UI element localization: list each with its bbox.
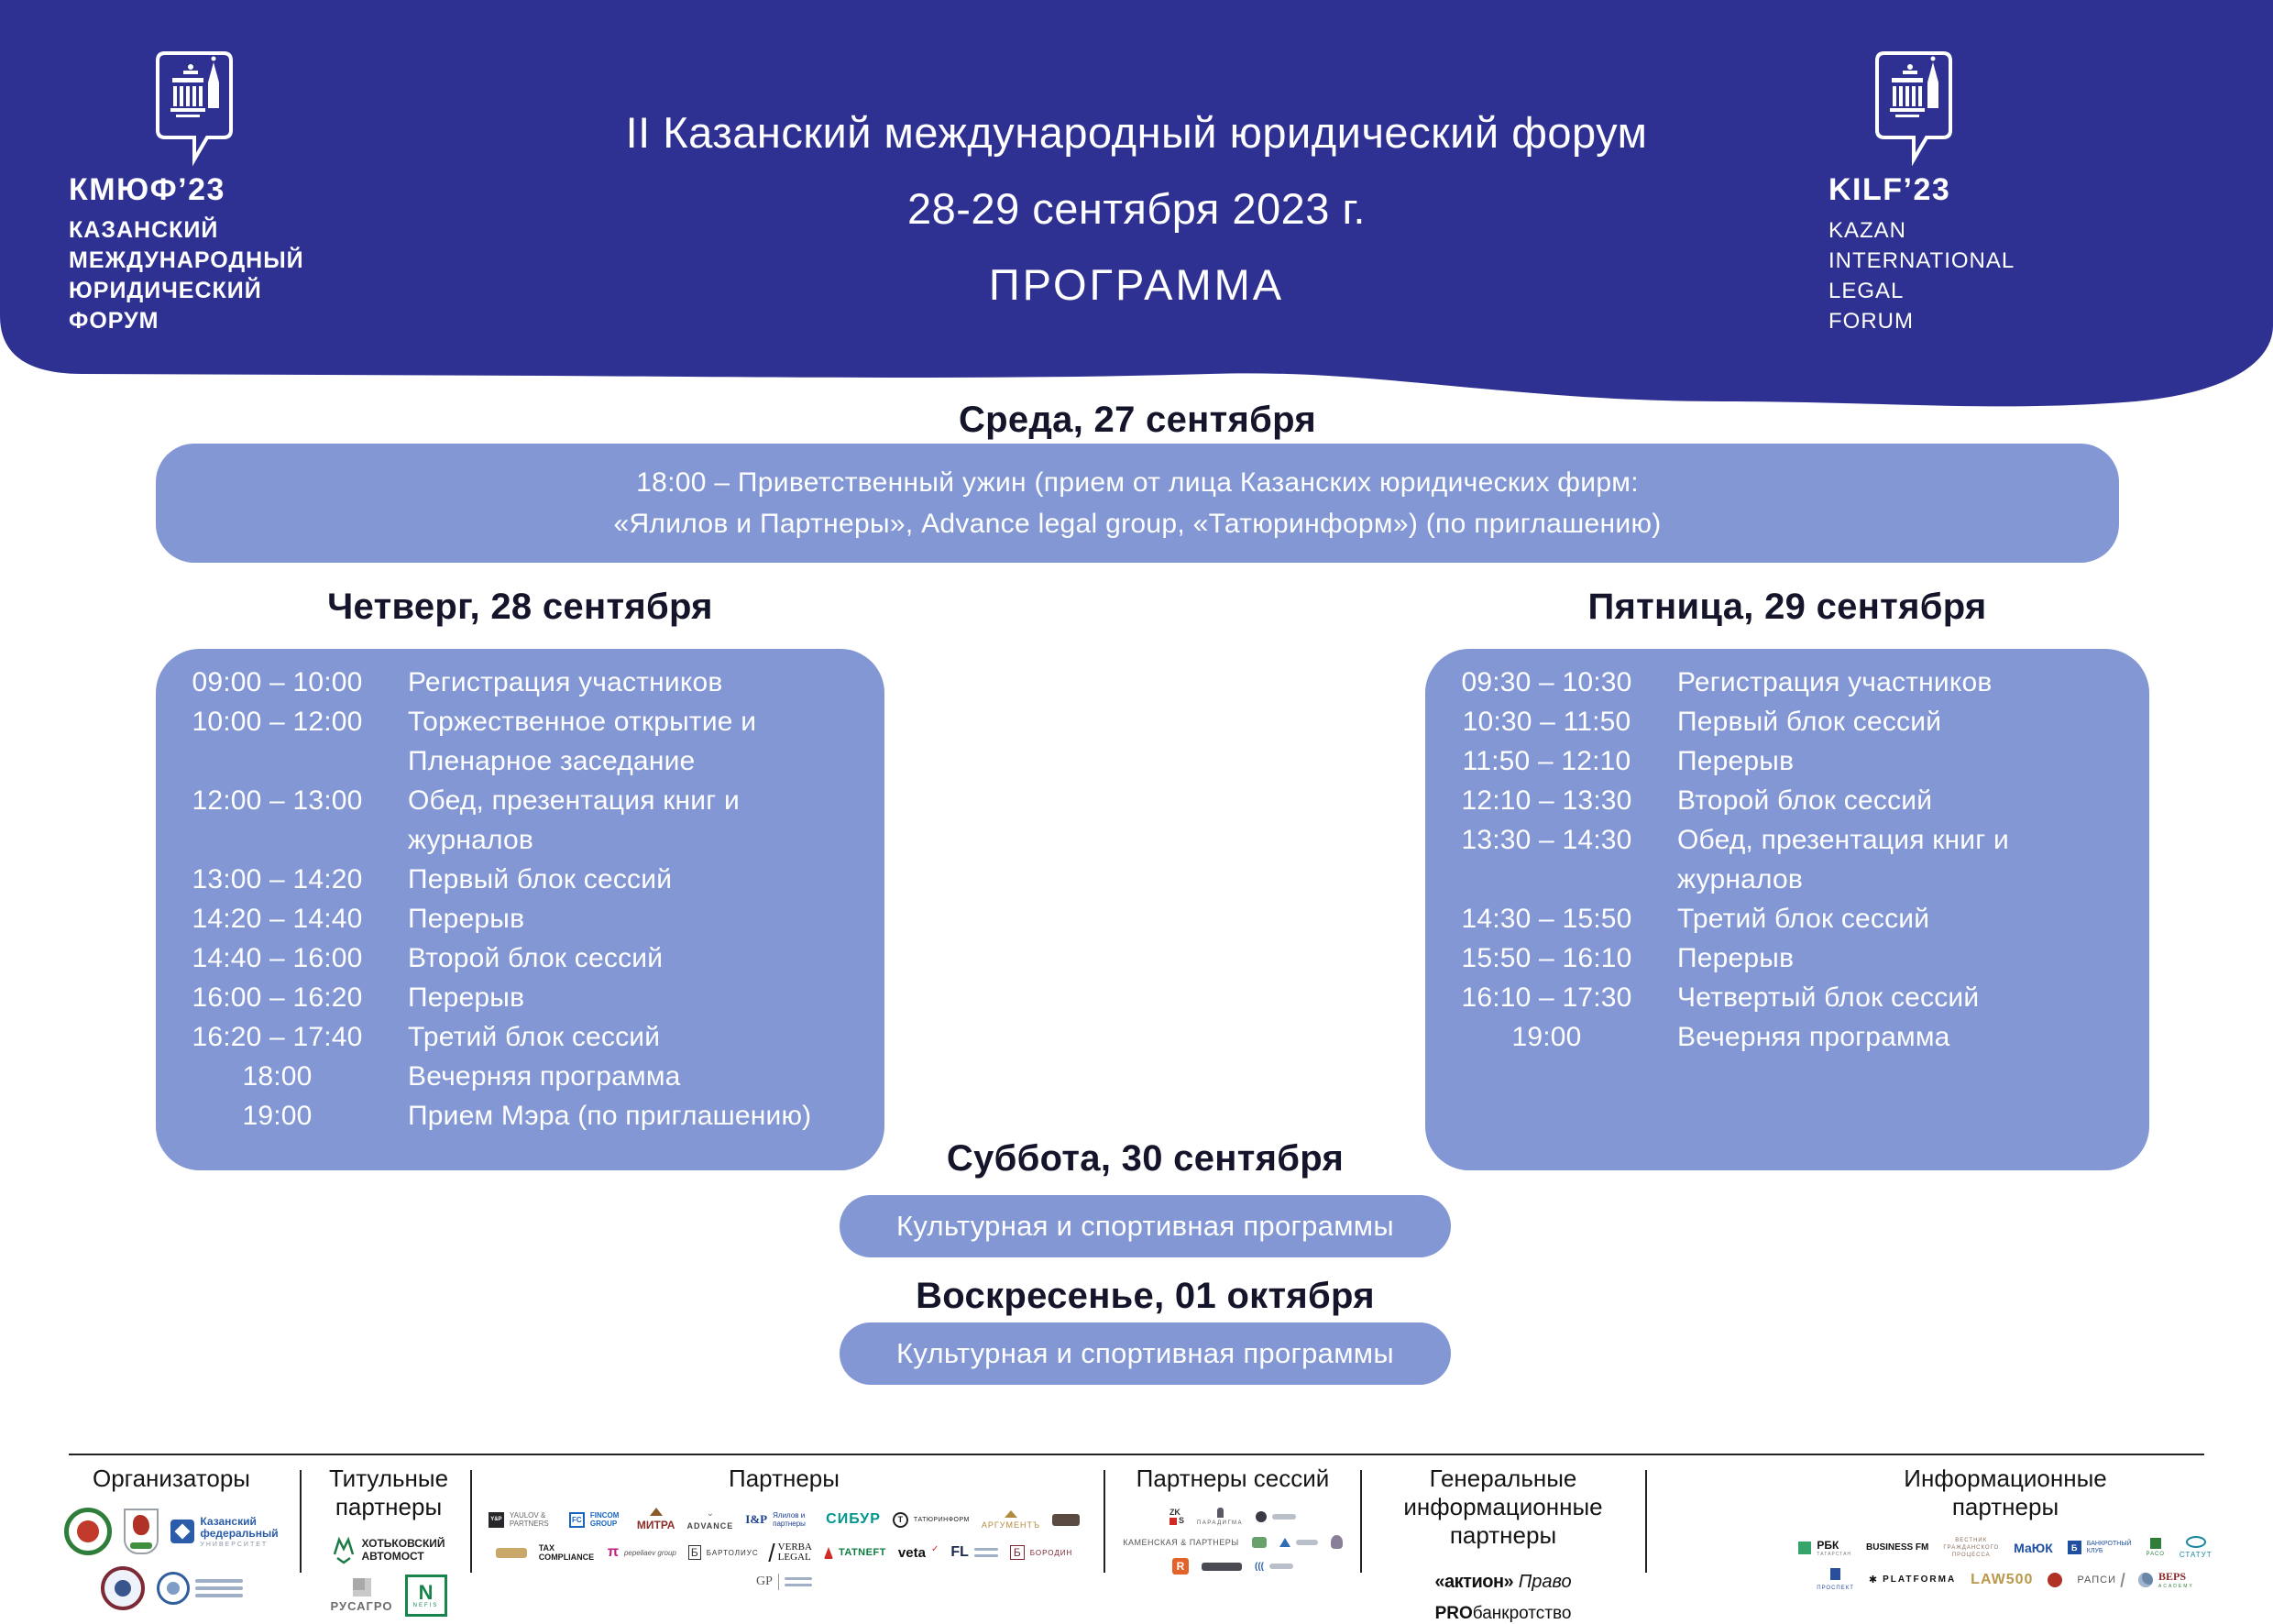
tatarstan-emblem-icon	[64, 1508, 112, 1555]
logo-text: РАСО	[2146, 1552, 2165, 1557]
logo-khotkovsky-avtomost	[332, 1536, 445, 1564]
schedule-event: Перерыв	[1677, 746, 1795, 776]
schedule-event: Прием Мэра (по приглашению)	[408, 1101, 812, 1131]
rusagro-icon	[353, 1578, 371, 1597]
logo-text: ГРАЖДАНСКОГО	[1943, 1544, 2000, 1551]
schedule-row	[1448, 702, 2149, 741]
kilf-line: LEGAL	[1828, 279, 1905, 303]
logo-nefis	[405, 1575, 447, 1617]
partner-logo	[496, 1548, 527, 1558]
logo-law500: LAW500	[1971, 1571, 2034, 1587]
schedule-event: Третий блок сессий	[408, 1022, 661, 1052]
schedule-row	[179, 938, 884, 978]
logo-text: veta	[897, 1544, 926, 1561]
feather-icon	[2120, 1572, 2125, 1586]
footer-section-general-info-partners	[1366, 1465, 1641, 1624]
logo-veta	[898, 1545, 939, 1561]
round-emblem-icon	[157, 1572, 190, 1605]
logo-mark: «актион»	[1434, 1572, 1514, 1592]
logo-text: Ялилов и партнеры	[773, 1511, 806, 1528]
divider	[778, 1574, 779, 1590]
wednesday-note-line2: «Ялилов и Партнеры», Advance legal group, «Татюринформ») (по приглашению)	[613, 509, 1662, 539]
logo-text: S	[1178, 1516, 1184, 1525]
saturday-heading: Суббота, 30 сентября	[946, 1138, 1345, 1179]
schedule-row	[179, 1096, 884, 1136]
logo-statut	[2180, 1536, 2213, 1559]
schedule-time: 19:00	[1511, 1022, 1582, 1052]
friday-schedule-panel	[1425, 649, 2149, 1170]
logo-text: PLATFORMA	[1883, 1575, 1957, 1585]
logo-text: NEFIS	[412, 1603, 439, 1608]
section-title: Титульные партнеры	[328, 1465, 449, 1520]
section-title: Партнеры сессий	[1136, 1465, 1330, 1492]
schedule-event: Регистрация участников	[408, 667, 723, 697]
logo-text: ACADEMY	[2158, 1584, 2194, 1589]
logo-text: ПРОЦЕССА	[1951, 1552, 1991, 1558]
logo-advance	[686, 1509, 733, 1531]
logo-raso	[2147, 1538, 2165, 1557]
thursday-heading: Четверг, 28 сентября	[327, 587, 713, 627]
schedule-row	[179, 702, 884, 781]
section-title: Партнеры	[729, 1465, 840, 1492]
forum-dates: 28-29 сентября 2023 г.	[907, 184, 1366, 233]
kmyuf-line: ФОРУМ	[69, 308, 159, 334]
red-square-icon	[1169, 1518, 1177, 1525]
logo-text: АВТОМОСТ	[361, 1550, 424, 1563]
logo-mark: Y&P	[489, 1512, 504, 1528]
footer-divider-line	[69, 1454, 2204, 1455]
logo-tax-compliance	[539, 1543, 596, 1562]
schedule-row	[179, 978, 884, 1017]
schedule-time: 09:30 – 10:30	[1461, 667, 1632, 697]
logo-platforma	[1869, 1574, 1956, 1586]
statut-icon	[2186, 1536, 2206, 1548]
schedule-event: Вечерняя программа	[1677, 1022, 1950, 1052]
schedule-time: 15:50 – 16:10	[1461, 943, 1632, 973]
wednesday-heading: Среда, 27 сентября	[959, 400, 1316, 440]
schedule-time: 13:00 – 14:20	[192, 864, 363, 894]
logo-text: ВЕСТНИК	[1955, 1537, 1988, 1543]
law-association-emblem	[157, 1572, 243, 1605]
logo-mark: N	[418, 1581, 434, 1604]
kilf-line: INTERNATIONAL	[1828, 248, 2015, 273]
logo-mark: ✱	[1868, 1575, 1878, 1586]
logo-borodin	[1010, 1545, 1072, 1560]
schedule-event: Обед, презентация книг и журналов	[1677, 825, 2009, 894]
logo-rbc-tatarstan	[1798, 1539, 1851, 1557]
session-partner-logo	[1252, 1537, 1267, 1548]
session-partner-logo	[1279, 1538, 1318, 1547]
forum-title: II Казанский международный юридический форум	[625, 108, 1648, 157]
section-title: Информационные	[1904, 1465, 2107, 1492]
schedule-event: Второй блок сессий	[408, 943, 664, 973]
logo-mark: Б	[2068, 1541, 2081, 1554]
logo-sibur	[826, 1511, 881, 1528]
schedule-time: 16:00 – 16:20	[192, 982, 363, 1013]
logo-mitra	[637, 1508, 675, 1531]
kfu-text: Казанский	[200, 1514, 257, 1528]
logo-yalilov-partners	[745, 1511, 814, 1528]
logo-zks	[1169, 1509, 1184, 1525]
logo-mark: PRO	[1434, 1604, 1473, 1623]
logo-caption	[1296, 1540, 1318, 1545]
footer-vertical-divider	[1645, 1470, 1647, 1573]
logo-text: YAULOV & PARTNERS	[509, 1511, 549, 1528]
logo-mark: Б	[1010, 1545, 1025, 1560]
kilf-acronym: KILF’23	[1828, 172, 1951, 207]
program-label: ПРОГРАММА	[988, 260, 1285, 309]
kazan-city-emblem-icon	[124, 1509, 159, 1554]
schedule-time: 10:00 – 12:00	[192, 707, 363, 737]
friday-heading: Пятница, 29 сентября	[1587, 587, 1987, 627]
sunday-program-pill: Культурная и спортивная программы	[840, 1322, 1451, 1385]
schedule-row	[1448, 663, 2149, 702]
logo-paradigma	[1197, 1508, 1243, 1526]
schedule-row	[1448, 781, 2149, 820]
rbc-icon	[1798, 1542, 1811, 1554]
logo-text: LEGAL	[777, 1552, 811, 1563]
logo-text: КЛУБ	[2086, 1547, 2103, 1554]
page-title	[0, 94, 2273, 323]
schedule-time: 19:00	[242, 1101, 313, 1131]
schedule-event: Перерыв	[408, 904, 525, 934]
section-title: партнеры	[1449, 1521, 1557, 1549]
wednesday-note-line1: 18:00 – Приветственный ужин (прием от лица Казанских юридических фирм:	[636, 467, 1639, 498]
schedule-row	[179, 860, 884, 899]
logo-mark	[650, 1508, 663, 1516]
logo-bankrotny-club	[2068, 1541, 2132, 1555]
kfu-text: федеральный	[200, 1526, 279, 1540]
logo-kamenskaya-partners: КАМЕНСКАЯ & ПАРТНЕРЫ	[1123, 1537, 1239, 1547]
schedule-time: 18:00	[242, 1061, 313, 1092]
logo-gp	[756, 1574, 812, 1590]
logo-mark: T	[893, 1512, 908, 1528]
schedule-time: 09:00 – 10:00	[192, 667, 363, 697]
schedule-event: Третий блок сессий	[1677, 904, 1930, 934]
logo-text: банкротство	[1472, 1604, 1572, 1623]
logo-mark: Б	[688, 1545, 701, 1560]
wednesday-note-panel	[156, 444, 2119, 563]
university-emblem-icon	[101, 1566, 145, 1610]
session-partner-logo	[1255, 1562, 1293, 1572]
footer-vertical-divider	[470, 1470, 472, 1573]
info-partner-logo	[2048, 1573, 2062, 1587]
logo-text: Право	[1518, 1572, 1572, 1592]
logo-yaulov-partners	[489, 1511, 557, 1528]
logo-text: VERBA	[777, 1542, 812, 1553]
logo-text: FL	[950, 1544, 969, 1560]
logo-text: ХОТЬКОВСКИЙ	[361, 1537, 445, 1550]
footer-vertical-divider	[300, 1470, 302, 1573]
logo-mark: FC	[569, 1512, 585, 1528]
raso-icon	[2150, 1538, 2161, 1549]
logo-text: РБК	[1817, 1538, 1839, 1552]
logo-verba-legal	[771, 1542, 812, 1563]
logo-mark	[768, 1543, 774, 1562]
logo-mark: π	[607, 1544, 619, 1560]
schedule-time: 10:30 – 11:50	[1462, 707, 1631, 737]
schedule-time: 14:40 – 16:00	[192, 943, 363, 973]
schedule-event: Обед, презентация книг и журналов	[408, 785, 740, 855]
schedule-row	[179, 663, 884, 702]
schedule-event: Торжественное открытие и Пленарное заседание	[408, 707, 757, 776]
emblem-caption-lines	[195, 1579, 243, 1597]
logo-pepeliaev-group	[608, 1544, 676, 1561]
logo-bartolius	[688, 1545, 759, 1560]
schedule-row	[1448, 978, 2149, 1017]
schedule-row	[179, 1017, 884, 1057]
schedule-row	[179, 1057, 884, 1096]
kfu-text: УНИВЕРСИТЕТ	[200, 1541, 269, 1548]
sunday-heading: Воскресенье, 01 октября	[916, 1276, 1375, 1316]
session-partner-logo	[1202, 1563, 1242, 1571]
schedule-time: 12:00 – 13:00	[192, 785, 363, 816]
logo-text: TATNEFT	[838, 1547, 886, 1558]
footer-section-partners	[479, 1465, 1089, 1590]
saturday-program-pill: Культурная и спортивная программы	[840, 1195, 1451, 1257]
schedule-row	[1448, 820, 2149, 899]
logo-text: TAX COMPLIANCE	[538, 1543, 595, 1562]
schedule-event: Перерыв	[1677, 943, 1795, 973]
schedule-time: 16:10 – 17:30	[1461, 982, 1632, 1013]
check-icon: ✓	[930, 1543, 939, 1554]
logo-text: БАРТОЛИУС	[706, 1548, 759, 1557]
logo-argument	[982, 1510, 1040, 1530]
logo-caption	[1269, 1564, 1293, 1569]
logo-text: ТАТЮРИНФОРМ	[913, 1516, 970, 1523]
logo-text: БАНКРОТНЫЙ	[2086, 1540, 2132, 1547]
logo-fl	[950, 1544, 998, 1561]
logo-business-fm: BUSINESS FM	[1866, 1542, 1929, 1553]
logo-text: СТАТУТ	[2179, 1551, 2213, 1559]
logo-text: pepeliaev group	[623, 1548, 676, 1557]
logo-prospekt	[1817, 1568, 1854, 1591]
schedule-row	[1448, 938, 2149, 978]
globe-icon	[2138, 1573, 2153, 1587]
schedule-row	[1448, 1017, 2149, 1057]
thursday-schedule-panel	[156, 649, 884, 1170]
logo-text: GP	[756, 1575, 773, 1588]
logo-mark	[1005, 1510, 1017, 1518]
logo-tatneft	[824, 1547, 886, 1559]
kilf-line: KAZAN	[1828, 218, 1907, 243]
schedule-time: 13:30 – 14:30	[1461, 825, 1632, 855]
schedule-time: 14:30 – 15:50	[1461, 904, 1632, 934]
logo-rapsi	[2077, 1573, 2124, 1587]
section-title: Генеральные информационные	[1403, 1465, 1603, 1520]
schedule-row	[1448, 741, 2149, 781]
footer-section-organizers	[44, 1465, 299, 1610]
logo-text: FINCOM GROUP	[589, 1511, 620, 1528]
kmyuf-line: ЮРИДИЧЕСКИЙ	[69, 278, 262, 303]
schedule-event: Четвертый блок сессий	[1677, 982, 1980, 1013]
partner-logo	[1052, 1514, 1080, 1526]
logo-vestnik	[1943, 1537, 1999, 1559]
kfu-eagle-icon	[170, 1520, 194, 1543]
logo-text: РУСАГРО	[330, 1599, 393, 1613]
kmyuf-line: МЕЖДУНАРОДНЫЙ	[69, 247, 304, 273]
logo-text: ПРОСПЕКТ	[1817, 1586, 1854, 1591]
logo-aktion-pravo	[1434, 1572, 1571, 1593]
logo-mayuk: МаЮК	[2014, 1540, 2053, 1555]
logo-mark: I&P	[745, 1512, 768, 1526]
schedule-row	[1448, 899, 2149, 938]
logo-text: ТАТАРСТАН	[1817, 1551, 1852, 1557]
round-logo-icon	[1256, 1511, 1267, 1522]
schedule-event: Регистрация участников	[1677, 667, 1993, 697]
schedule-event: Первый блок сессий	[1677, 707, 1942, 737]
schedule-event: Вечерняя программа	[408, 1061, 681, 1092]
logo-text: МИТРА	[636, 1519, 675, 1531]
logo-tatyurinform	[893, 1512, 970, 1528]
triangle-logo-icon	[1279, 1538, 1290, 1547]
session-partner-logo	[1256, 1511, 1296, 1522]
logo-text: BEPS	[2158, 1570, 2187, 1583]
logo-text: БОРОДИН	[1029, 1548, 1073, 1557]
logo-text: СИБУР	[826, 1511, 881, 1527]
logo-fincom-group	[569, 1511, 625, 1528]
logo-text: ZK	[1169, 1508, 1180, 1517]
session-partner-logo	[1331, 1535, 1343, 1549]
logo-mark: (((	[1255, 1561, 1264, 1572]
kmyuf-acronym: КМЮФ’23	[69, 172, 225, 207]
logo-mark	[1217, 1508, 1224, 1518]
logo-text: АРГУМЕНТЪ	[981, 1520, 1041, 1530]
bridge-icon	[332, 1536, 356, 1564]
logo-rusagro	[330, 1578, 392, 1613]
logo-caption	[1272, 1514, 1296, 1520]
kilf-line: FORUM	[1828, 309, 1914, 334]
logo-beps-academy	[2138, 1570, 2194, 1589]
schedule-time: 14:20 – 14:40	[192, 904, 363, 934]
footer-section-titular-partners	[309, 1465, 468, 1617]
logo-text: ПАРАДИГМА	[1196, 1520, 1244, 1526]
schedule-row	[179, 899, 884, 938]
flame-icon	[824, 1547, 833, 1559]
footer-vertical-divider	[1360, 1470, 1362, 1573]
schedule-time: 11:50 – 12:10	[1462, 746, 1631, 776]
section-title: партнеры	[1951, 1493, 2059, 1520]
footer-section-info-partners	[1798, 1465, 2213, 1591]
footer-section-session-partners	[1113, 1465, 1353, 1575]
schedule-event: Перерыв	[408, 982, 525, 1013]
kmyuf-line: КАЗАНСКИЙ	[69, 217, 219, 243]
logo-r-mark: R	[1172, 1558, 1189, 1575]
schedule-time: 12:10 – 13:30	[1461, 785, 1632, 816]
logo-probankrotstvo	[1435, 1604, 1572, 1624]
tower-icon	[1830, 1568, 1840, 1583]
kfu-logo	[170, 1516, 278, 1548]
section-title: Организаторы	[93, 1465, 250, 1492]
logo-text: РАПСИ	[2077, 1574, 2116, 1586]
schedule-event: Первый блок сессий	[408, 864, 673, 894]
schedule-time: 16:20 – 17:40	[192, 1022, 363, 1052]
logo-mark: ⌄	[706, 1509, 715, 1519]
footer-vertical-divider	[1104, 1470, 1105, 1573]
schedule-row	[179, 781, 884, 860]
logo-text: ADVANCE	[686, 1521, 734, 1531]
schedule-event: Второй блок сессий	[1677, 785, 1933, 816]
